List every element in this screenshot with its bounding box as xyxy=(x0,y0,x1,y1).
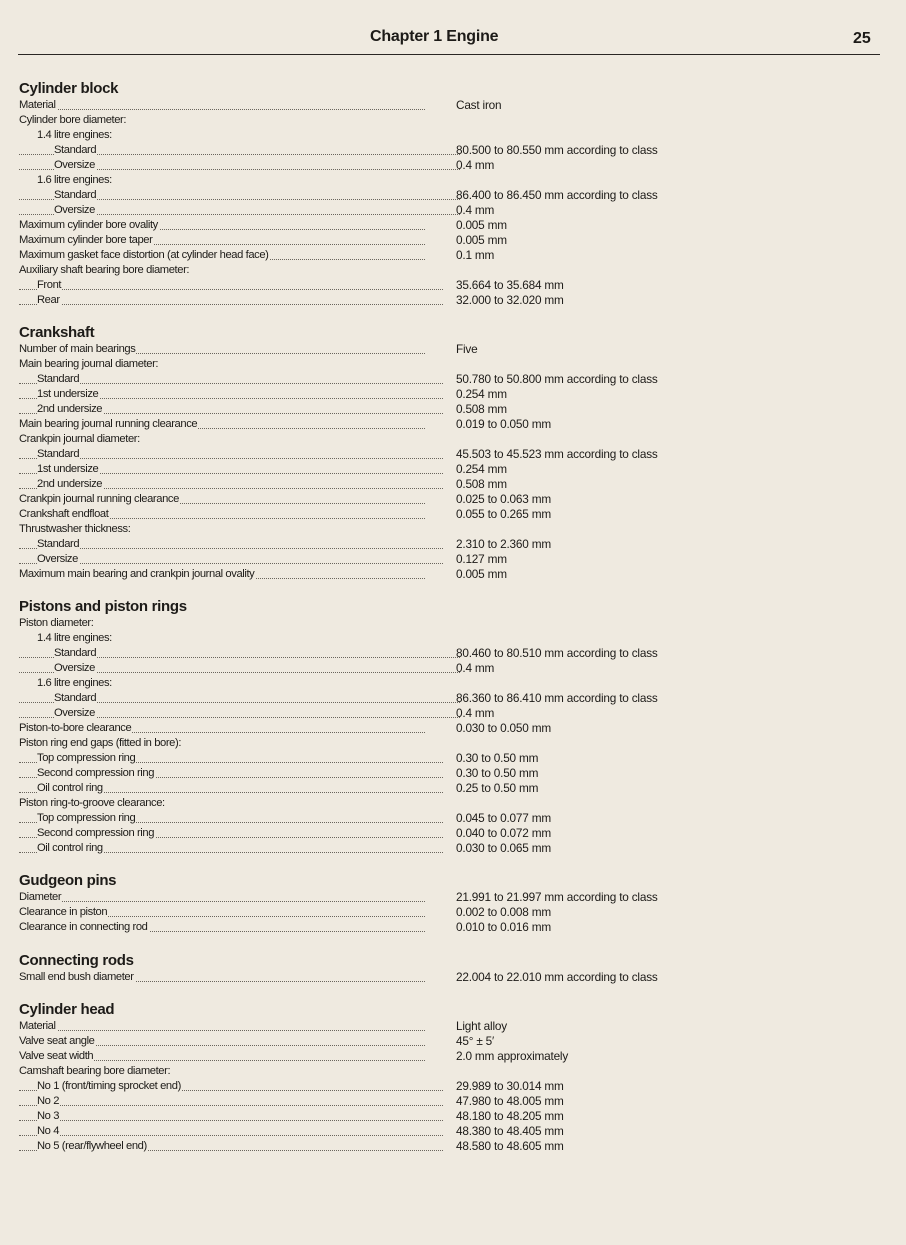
spec-value: 0.30 to 0.50 mm xyxy=(456,751,539,765)
spec-label-text: Oversize xyxy=(54,662,95,674)
spec-value: 47.980 to 48.005 mm xyxy=(456,1094,564,1108)
spec-label-text: Diameter xyxy=(19,891,62,903)
spec-value: 0.4 mm xyxy=(456,203,495,217)
spec-label xyxy=(19,1109,443,1124)
section-title: Connecting rods xyxy=(19,952,134,969)
spec-row xyxy=(19,447,879,462)
spec-label-text: Standard xyxy=(54,647,97,659)
spec-label-text: 2nd undersize xyxy=(37,403,103,415)
spec-row xyxy=(19,263,879,278)
spec-section xyxy=(19,952,879,985)
spec-label xyxy=(19,1079,443,1094)
spec-row xyxy=(19,293,879,308)
spec-value: 48.180 to 48.205 mm xyxy=(456,1109,564,1123)
spec-row xyxy=(19,492,879,507)
spec-label-text: Standard xyxy=(37,448,80,460)
spec-label-text: Standard xyxy=(54,189,97,201)
spec-row xyxy=(19,1019,879,1034)
section-title: Gudgeon pins xyxy=(19,872,117,889)
spec-label-text: Piston-to-bore clearance xyxy=(19,722,132,734)
spec-value: 0.1 mm xyxy=(456,248,495,262)
spec-label xyxy=(19,507,425,522)
spec-label xyxy=(19,1139,443,1154)
spec-value: 80.460 to 80.510 mm according to class xyxy=(456,646,658,660)
spec-label xyxy=(19,811,443,826)
spec-value: 80.500 to 80.550 mm according to class xyxy=(456,143,658,157)
chapter-title: Chapter 1 Engine xyxy=(370,28,499,45)
spec-section xyxy=(19,1001,879,1154)
spec-row xyxy=(19,537,879,552)
spec-label xyxy=(19,920,425,935)
spec-value: 86.400 to 86.450 mm according to class xyxy=(456,188,658,202)
spec-row xyxy=(19,417,879,432)
spec-label xyxy=(19,278,443,293)
spec-label xyxy=(19,372,443,387)
spec-row xyxy=(19,841,879,856)
spec-value: 0.002 to 0.008 mm xyxy=(456,905,551,919)
spec-value: 0.30 to 0.50 mm xyxy=(456,766,539,780)
spec-label-text: Maximum main bearing and crankpin journal ovality xyxy=(19,568,255,580)
spec-label-text: No 1 (front/timing sprocket end) xyxy=(37,1080,181,1092)
section-title: Crankshaft xyxy=(19,324,95,341)
spec-row xyxy=(19,567,879,582)
spec-label-text: Number of main bearings xyxy=(19,343,136,355)
spec-value: 0.254 mm xyxy=(456,387,507,401)
spec-row xyxy=(19,248,879,263)
spec-value: 2.310 to 2.360 mm xyxy=(456,537,551,551)
spec-label-text: Piston ring-to-groove clearance: xyxy=(19,797,165,809)
spec-row xyxy=(19,616,879,631)
spec-label-text: Standard xyxy=(54,692,97,704)
spec-label-text: No 3 xyxy=(37,1110,60,1122)
spec-row xyxy=(19,1049,879,1064)
spec-row xyxy=(19,1064,879,1079)
spec-row xyxy=(19,1094,879,1109)
spec-row xyxy=(19,970,879,985)
spec-label xyxy=(19,766,443,781)
spec-label xyxy=(19,661,460,676)
spec-label-text: 1.6 litre engines: xyxy=(37,677,112,689)
spec-label xyxy=(19,248,425,263)
spec-row xyxy=(19,631,879,646)
section-title: Pistons and piston rings xyxy=(19,598,187,615)
spec-row xyxy=(19,1139,879,1154)
spec-value: 0.030 to 0.050 mm xyxy=(456,721,551,735)
spec-row xyxy=(19,342,879,357)
spec-value: 0.045 to 0.077 mm xyxy=(456,811,551,825)
spec-label-text: Maximum cylinder bore taper xyxy=(19,234,153,246)
spec-label xyxy=(19,113,425,128)
spec-label-text: No 4 xyxy=(37,1125,60,1137)
spec-row xyxy=(19,173,879,188)
spec-row xyxy=(19,676,879,691)
spec-label xyxy=(19,796,425,811)
spec-label xyxy=(19,552,443,567)
spec-value: 0.010 to 0.016 mm xyxy=(456,920,551,934)
spec-label-text: Camshaft bearing bore diameter: xyxy=(19,1065,171,1077)
spec-value: 0.4 mm xyxy=(456,661,495,675)
spec-label xyxy=(19,477,443,492)
spec-row xyxy=(19,890,879,905)
spec-label xyxy=(19,905,425,920)
spec-label-text: Valve seat width xyxy=(19,1050,94,1062)
section-title: Cylinder block xyxy=(19,80,119,97)
spec-label-text: Oversize xyxy=(54,159,95,171)
spec-row xyxy=(19,826,879,841)
spec-label-text: 1st undersize xyxy=(37,463,99,475)
spec-label xyxy=(19,263,425,278)
spec-label xyxy=(19,98,425,113)
spec-value: 2.0 mm approximately xyxy=(456,1049,569,1063)
spec-label-text: Thrustwasher thickness: xyxy=(19,523,131,535)
spec-label xyxy=(19,616,425,631)
spec-label xyxy=(19,537,443,552)
spec-row xyxy=(19,98,879,113)
spec-row xyxy=(19,387,879,402)
spec-label xyxy=(19,890,425,905)
spec-value: 0.4 mm xyxy=(456,706,495,720)
spec-label xyxy=(19,1124,443,1139)
spec-label-text: Oversize xyxy=(54,204,95,216)
spec-value: 48.580 to 48.605 mm xyxy=(456,1139,564,1153)
spec-row xyxy=(19,522,879,537)
spec-value: 0.025 to 0.063 mm xyxy=(456,492,551,506)
spec-label-text: Top compression ring xyxy=(37,812,136,824)
spec-label-text: Oil control ring xyxy=(37,842,103,854)
spec-label-text: No 2 xyxy=(37,1095,60,1107)
spec-value: 0.019 to 0.050 mm xyxy=(456,417,551,431)
spec-label-text: Crankshaft endfloat xyxy=(19,508,109,520)
spec-value: 0.055 to 0.265 mm xyxy=(456,507,551,521)
spec-label-text: 1.6 litre engines: xyxy=(37,174,112,186)
header-divider xyxy=(18,54,880,55)
spec-row xyxy=(19,691,879,706)
spec-value: 0.508 mm xyxy=(456,477,507,491)
spec-row xyxy=(19,507,879,522)
spec-label-text: No 5 (rear/flywheel end) xyxy=(37,1140,147,1152)
spec-label xyxy=(19,173,443,188)
spec-row xyxy=(19,158,879,173)
spec-label xyxy=(19,218,425,233)
spec-label xyxy=(19,646,460,661)
spec-label xyxy=(19,447,443,462)
spec-label-text: Main bearing journal diameter: xyxy=(19,358,159,370)
spec-section xyxy=(19,872,879,935)
spec-label xyxy=(19,826,443,841)
spec-label xyxy=(19,188,460,203)
spec-label-text: Material xyxy=(19,1020,56,1032)
spec-label-text: Piston ring end gaps (fitted in bore): xyxy=(19,737,182,749)
spec-value: 0.030 to 0.065 mm xyxy=(456,841,551,855)
spec-label xyxy=(19,128,443,143)
spec-label xyxy=(19,1064,425,1079)
spec-value: 50.780 to 50.800 mm according to class xyxy=(456,372,658,386)
spec-label-text: Clearance in connecting rod xyxy=(19,921,148,933)
spec-label xyxy=(19,676,443,691)
spec-row xyxy=(19,462,879,477)
spec-value: Light alloy xyxy=(456,1019,507,1033)
spec-label-text: Clearance in piston xyxy=(19,906,108,918)
spec-label-text: Second compression ring xyxy=(37,767,155,779)
spec-label xyxy=(19,522,425,537)
spec-label-text: Cylinder bore diameter: xyxy=(19,114,127,126)
spec-value: 0.005 mm xyxy=(456,567,507,581)
spec-label-text: Front xyxy=(37,279,62,291)
spec-row xyxy=(19,372,879,387)
spec-label-text: Second compression ring xyxy=(37,827,155,839)
spec-label xyxy=(19,1019,425,1034)
spec-row xyxy=(19,477,879,492)
spec-label xyxy=(19,751,443,766)
spec-row xyxy=(19,721,879,736)
spec-label-text: 2nd undersize xyxy=(37,478,103,490)
spec-value: Cast iron xyxy=(456,98,502,112)
spec-row xyxy=(19,646,879,661)
spec-label-text: Material xyxy=(19,99,56,111)
spec-label xyxy=(19,417,425,432)
spec-label-text: Main bearing journal running clearance xyxy=(19,418,198,430)
spec-row xyxy=(19,751,879,766)
spec-value: 0.508 mm xyxy=(456,402,507,416)
spec-label-text: Standard xyxy=(37,538,80,550)
spec-label-text: Standard xyxy=(54,144,97,156)
spec-section xyxy=(19,324,879,582)
spec-value: 48.380 to 48.405 mm xyxy=(456,1124,564,1138)
spec-section xyxy=(19,80,879,308)
spec-row xyxy=(19,811,879,826)
spec-label-text: Oil control ring xyxy=(37,782,103,794)
spec-row xyxy=(19,203,879,218)
spec-label xyxy=(19,432,425,447)
spec-value: 0.127 mm xyxy=(456,552,507,566)
spec-row xyxy=(19,128,879,143)
spec-row xyxy=(19,1124,879,1139)
spec-label xyxy=(19,781,443,796)
page-header xyxy=(0,26,906,52)
spec-row xyxy=(19,905,879,920)
spec-row xyxy=(19,278,879,293)
spec-label-text: Piston diameter: xyxy=(19,617,94,629)
spec-row xyxy=(19,766,879,781)
spec-label-text: Oversize xyxy=(54,707,95,719)
spec-value: Five xyxy=(456,342,478,356)
spec-value: 22.004 to 22.010 mm according to class xyxy=(456,970,658,984)
spec-label xyxy=(19,567,425,582)
spec-value: 0.254 mm xyxy=(456,462,507,476)
spec-row xyxy=(19,143,879,158)
spec-value: 21.991 to 21.997 mm according to class xyxy=(456,890,658,904)
spec-row xyxy=(19,1034,879,1049)
spec-value: 32.000 to 32.020 mm xyxy=(456,293,564,307)
spec-label xyxy=(19,1034,425,1049)
spec-row xyxy=(19,357,879,372)
spec-label xyxy=(19,721,425,736)
spec-label-text: 1st undersize xyxy=(37,388,99,400)
spec-value: 0.005 mm xyxy=(456,218,507,232)
spec-row xyxy=(19,706,879,721)
spec-label-text: Top compression ring xyxy=(37,752,136,764)
spec-label xyxy=(19,342,425,357)
spec-value: 0.005 mm xyxy=(456,233,507,247)
spec-label xyxy=(19,1049,425,1064)
spec-row xyxy=(19,1109,879,1124)
spec-row xyxy=(19,796,879,811)
spec-label xyxy=(19,402,443,417)
spec-row xyxy=(19,781,879,796)
spec-label-text: Maximum cylinder bore ovality xyxy=(19,219,158,231)
spec-label-text: Standard xyxy=(37,373,80,385)
spec-row xyxy=(19,218,879,233)
spec-value: 0.040 to 0.072 mm xyxy=(456,826,551,840)
spec-label xyxy=(19,691,460,706)
spec-label xyxy=(19,233,425,248)
spec-section xyxy=(19,598,879,856)
spec-value: 35.664 to 35.684 mm xyxy=(456,278,564,292)
spec-label xyxy=(19,736,425,751)
spec-row xyxy=(19,552,879,567)
spec-content xyxy=(19,80,879,1154)
spec-row xyxy=(19,402,879,417)
spec-label xyxy=(19,203,460,218)
spec-label-text: Small end bush diameter xyxy=(19,971,134,983)
spec-label-text: 1.4 litre engines: xyxy=(37,129,112,141)
spec-label xyxy=(19,293,443,308)
spec-label xyxy=(19,841,443,856)
spec-row xyxy=(19,432,879,447)
spec-label xyxy=(19,631,443,646)
spec-row xyxy=(19,1079,879,1094)
spec-label-text: Maximum gasket face distortion (at cylinder head face) xyxy=(19,249,269,261)
spec-label-text: Auxiliary shaft bearing bore diameter: xyxy=(19,264,190,276)
spec-row xyxy=(19,661,879,676)
spec-value: 0.4 mm xyxy=(456,158,495,172)
spec-label-text: Crankpin journal running clearance xyxy=(19,493,179,505)
spec-value: 29.989 to 30.014 mm xyxy=(456,1079,564,1093)
spec-label xyxy=(19,970,425,985)
spec-label xyxy=(19,158,460,173)
spec-row xyxy=(19,188,879,203)
spec-label xyxy=(19,462,443,477)
spec-label-text: 1.4 litre engines: xyxy=(37,632,112,644)
spec-label xyxy=(19,357,425,372)
spec-label-text: Rear xyxy=(37,294,60,306)
spec-label xyxy=(19,1094,443,1109)
page-number: 25 xyxy=(853,30,871,47)
spec-label xyxy=(19,492,425,507)
spec-value: 0.25 to 0.50 mm xyxy=(456,781,539,795)
spec-value: 45° ± 5′ xyxy=(456,1034,495,1048)
spec-label-text: Oversize xyxy=(37,553,78,565)
spec-label xyxy=(19,706,460,721)
spec-value: 86.360 to 86.410 mm according to class xyxy=(456,691,658,705)
section-title: Cylinder head xyxy=(19,1001,115,1018)
spec-value: 45.503 to 45.523 mm according to class xyxy=(456,447,658,461)
spec-label xyxy=(19,387,443,402)
spec-label xyxy=(19,143,460,158)
spec-label-text: Valve seat angle xyxy=(19,1035,95,1047)
spec-row xyxy=(19,736,879,751)
spec-label-text: Crankpin journal diameter: xyxy=(19,433,140,445)
spec-row xyxy=(19,233,879,248)
spec-row xyxy=(19,920,879,935)
spec-row xyxy=(19,113,879,128)
